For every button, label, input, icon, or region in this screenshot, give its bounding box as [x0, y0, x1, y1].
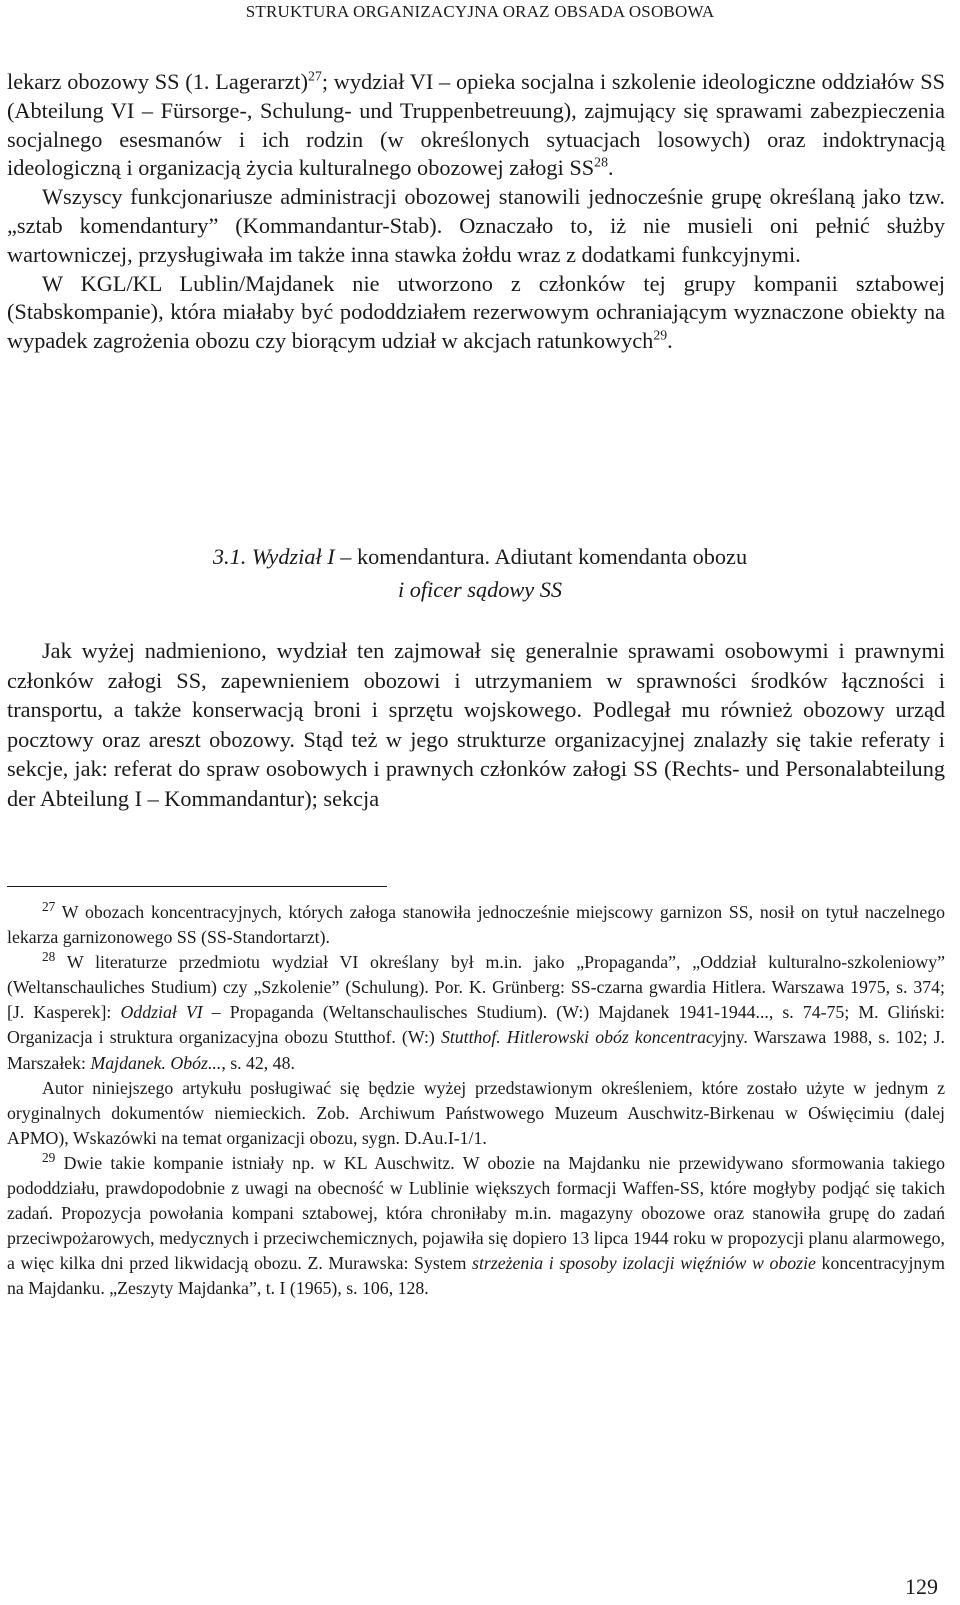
footnote-28: $^{28}$ W literaturze przedmiotu wydział VI określany był m.in. jako „Propaganda”, „Oddział kulturalno-szkoleniowy” (Weltanschauliches Studium) czy „Szkolenie” (Schulung). Por. K. Grünberg: SS-czarna gwardia Hitlera. Warszawa 1975, s. 374; [J. Kasperek]: Oddział VI – Propaganda (Weltanschaulisches Studium). (W:) Majdanek 1941-1944..., s. 74-75; M. Gliński: Organizacja i struktura organizacyjna obozu Stutthof. (W:) Stutthof. Hitlerowski obóz koncentracyjny. Warszawa 1988, s. 102; J. Marszałek: Majdanek. Obóz..., s. 42, 48.: [7, 949, 945, 1073]
page-number: 129: [905, 1574, 938, 1599]
footnote-ref-27[interactable]: 27: [308, 68, 322, 84]
footnote-divider: [7, 886, 387, 887]
footnote-ref-29[interactable]: 29: [653, 327, 668, 343]
section-body: [7, 636, 945, 814]
footnote-29: $^{29}$ Dwie takie kompanie istniały np. w KL Auschwitz. W obozie na Majdanku nie przewidywano sformowania takiego pododdziału, prawdopodobnie z uwagi na obecność w Lublinie większych formacji Waffen-SS, które mogłyby podjąć się takich zadań. Propozycja powołania kompani sztabowej, która chroniłaby m.in. magazyny obozowe oraz stanowiła grupę do zadań przeciwpożarowych, medycznych i przeciwchemicznych, pojawiła się dopiero 13 lipca 1944 roku w propozycji planu alarmowego, a więc kilka dni przed likwidacją obozu. Z. Murawska: System strzeżenia i sposoby izolacji więźniów w obozie koncentracyjnym na Majdanku. „Zeszyty Majdanka”, t. I (1965), s. 106, 128.: [7, 1150, 945, 1299]
footnote-28-continuation: Autor niniejszego artykułu posługiwać się będzie wyżej przedstawionym określeniem, które zostało użyte w jednym z oryginalnych dokumentów niemieckich. Zob. Archiwum Państwowego Muzeum Auschwitz-Birkenau w Oświęcimiu (dalej APMO), Wskazówki na temat organizacji obozu, sygn. D.Au.I-1/1.: [7, 1077, 945, 1148]
running-header: STRUKTURA ORGANIZACYJNA ORAZ OBSADA OSOBOWA: [245, 2, 715, 21]
section-title: komendantura. Adiutant komendanta obozu: [357, 544, 748, 569]
section-paragraph: Jak wyżej nadmieniono, wydział ten zajmował się generalnie sprawami osobowymi i prawnymi członków załogi SS, zapewnieniem obozowi i utrzymaniem w sprawności środków łączności i transportu, a także konserwacją broni i sprzętu wojskowego. Podlegał mu również obozowy urząd pocztowy oraz areszt obozowy. Stąd też w jego strukturze organizacyjnej znalazły się takie referaty i sekcje, jak: referat do spraw osobowych i prawnych członków załogi SS (Rechts- und Personalabteilung der Abteilung I – Kommandantur); sekcja: [7, 638, 945, 811]
paragraph-3: W KGL/KL Lublin/Majdanek nie utworzono z członków tej grupy kompanii sztabowej (Stabskompanie), która miałaby być pododdziałem rezerwowym ochraniającym wyznaczone obiekty na wypadek zagrożenia obozu czy biorącym udział w akcjach ratunkowych$^{29}$.: [7, 270, 945, 354]
footnotes: [7, 900, 945, 1302]
footnote-ref-28[interactable]: 28: [594, 154, 608, 170]
section-heading-line-1: 3.1. Wydział I – komendantura. Adiutant komendanta obozu: [212, 544, 748, 569]
footnote-27: $^{27}$ W obozach koncentracyjnych, których załoga stanowiła jednocześnie miejscowy garnizon SS, nosił on tytuł naczelnego lekarza garnizonowego SS (SS-Standortarzt).: [7, 899, 945, 948]
body-text-intro: [7, 68, 945, 356]
section-heading-line-2: i oficer sądowy SS: [397, 577, 563, 602]
section-number: 3.1.: [212, 544, 247, 569]
paragraph-2: Wszyscy funkcjonariusze administracji obozowej stanowili jednocześnie grupę określaną jako tzw. „sztab komendantury” (Kommandantur-Stab). Oznaczało to, iż nie musieli oni pełnić służby wartowniczej, przysługiwała im także inna stawka żołdu wraz z dodatkami funkcyjnymi.: [7, 184, 945, 267]
paragraph-1: lekarz obozowy SS (1. Lagerarzt)$^{27}$; wydział VI – opieka socjalna i szkolenie ideologiczne oddziałów SS (Abteilung VI – Fürsorge-, Schulung- und Truppenbetreuung), zajmujący się sprawami zabezpieczenia socjalnego esesmanów i ich rodzin (w określonych sytuacjach losowych) oraz indoktrynacją ideologiczną i organizacją życia kulturalnego obozowej załogi SS$^{28}$.: [7, 68, 945, 181]
section-title-italic: Wydział I: [251, 544, 335, 569]
section-heading: [0, 540, 960, 606]
